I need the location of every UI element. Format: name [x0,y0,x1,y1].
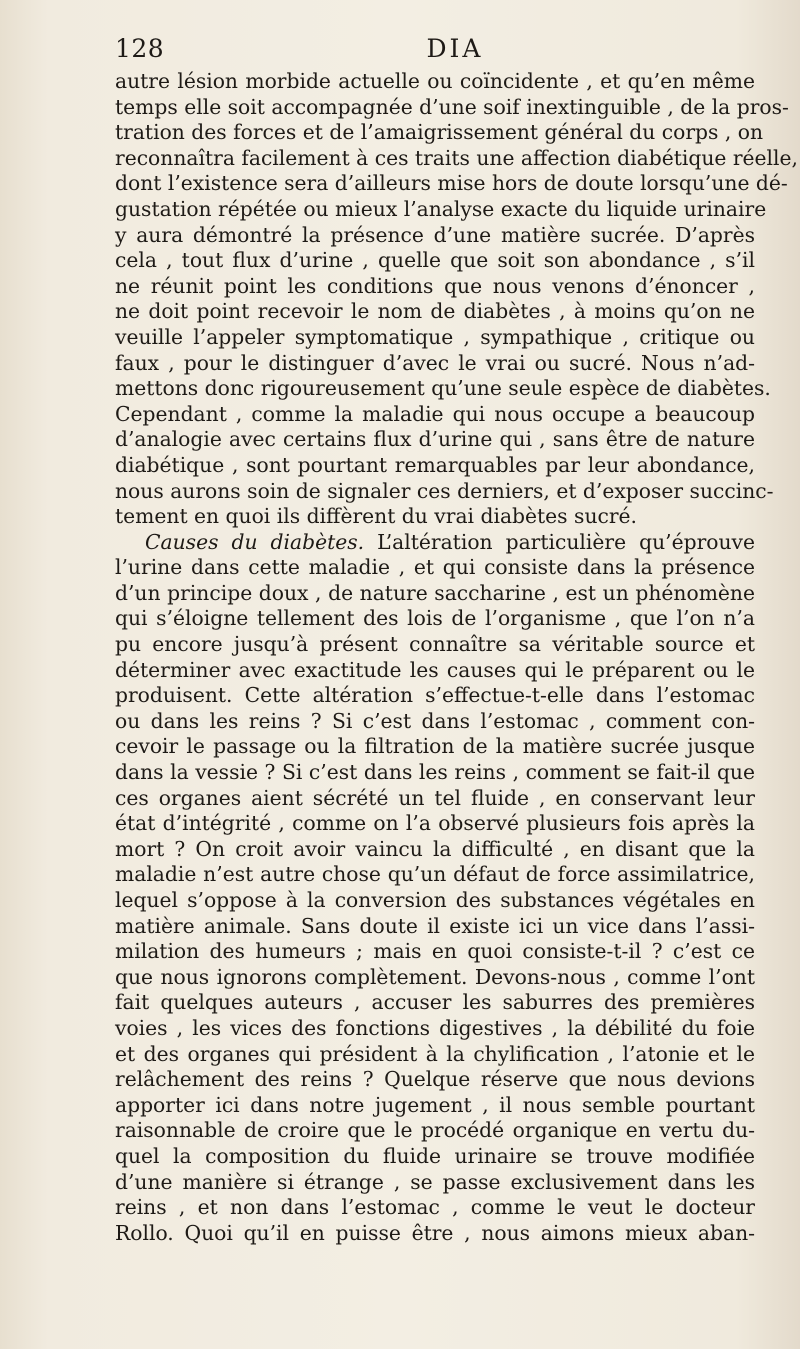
page-number: 128 [115,34,165,63]
text-line: temps elle soit accompagnée d’une soif inextinguible , de la pros- [115,94,789,119]
text-line: faux , pour le distinguer d’avec le vrai ou sucré. Nous n’ad- [115,350,755,375]
text-line: raisonnable de croire que le procédé organique en vertu du- [115,1118,755,1143]
text-line: cela , tout flux d’urine , quelle que soit son abondance , s’il [115,248,755,273]
text-line: fait quelques auteurs , accuser les saburres des premières [115,990,755,1015]
text-line: que nous ignorons complètement. Devons-nous , comme l’ont [115,964,755,989]
text-line: ces organes aient sécrété un tel fluide , en conservant leur [115,785,755,810]
text-line: tration des forces et de l’amaigrissement général du corps , on [115,120,764,145]
text-line: mettons donc rigoureusement qu’une seule espèce de diabètes. [115,376,771,401]
text-line: Cependant , comme la maladie qui nous occupe a beaucoup [115,401,755,426]
running-head: DIA [426,34,484,63]
paragraph-diabetes-definition [115,69,798,530]
text-line: quel la composition du fluide urinaire se trouve modifiée [115,1143,755,1168]
text-line: dont l’existence sera d’ailleurs mise hors de doute lorsqu’une dé- [115,171,788,196]
text-line: l’urine dans cette maladie , et qui consiste dans la présence [115,555,755,580]
text-line: maladie n’est autre chose qu’un défaut de force assimilatrice, [115,862,755,887]
text-line-rest: L’altération particulière qu’éprouve [364,529,755,554]
text-line: lequel s’oppose à la conversion des substances végétales en [115,888,755,912]
text-line: y aura démontré la présence d’une matière sucrée. D’après [115,222,755,247]
text-line: et des organes qui président à la chylification , l’atonie et le [115,1041,755,1066]
page-header [115,34,755,68]
body-text [115,69,798,1246]
text-line: pu encore jusqu’à présent connaître sa véritable source et [115,632,755,657]
text-line: d’une manière si étrange , se passe exclusivement dans les [115,1169,755,1194]
text-line: d’un principe doux , de nature saccharine , est un phénomène [115,580,755,605]
text-line: mort ? On croit avoir vaincu la difficulté , en disant que la [115,836,755,861]
text-line: cevoir le passage ou la filtration de la matière sucrée jusque [115,734,755,759]
text-line: produisent. Cette altération s’effectue-t-elle dans l’estomac [115,683,755,708]
paragraph-causes-du-diabetes [115,530,755,1247]
text-line: d’analogie avec certains flux d’urine qui , sans être de nature [115,427,755,452]
text-line: apporter ici dans notre jugement , il nous semble pourtant [115,1092,755,1117]
text-line: ou dans les reins ? Si c’est dans l’estomac , comment con- [115,708,755,733]
text-line: état d’intégrité , comme on l’a observé plusieurs fois après la [115,811,755,836]
text-line: qui s’éloigne tellement des lois de l’organisme , que l’on n’a [115,606,755,631]
text-line: matière animale. Sans doute il existe ici un vice dans l’assi- [115,913,755,938]
text-line: milation des humeurs ; mais en quoi consiste-t-il ? c’est ce [115,939,755,964]
section-heading-causes: Causes du diabètes. [145,529,365,554]
text-line: tement en quoi ils diffèrent du vrai diabètes sucré. [115,504,638,529]
text-line [115,530,755,556]
text-line: veuille l’appeler symptomatique , sympathique , critique ou [115,324,755,349]
text-line: gustation répétée ou mieux l’analyse exacte du liquide urinaire [115,196,767,221]
text-line: Rollo. Quoi qu’il en puisse être , nous aimons mieux aban- [115,1220,755,1245]
text-line: ne réunit point les conditions que nous venons d’énoncer , [115,273,755,298]
text-line: diabétique , sont pourtant remarquables par leur abondance, [115,452,755,477]
text-line: ne doit point recevoir le nom de diabètes , à moins qu’on ne [115,299,755,324]
text-line: reins , et non dans l’estomac , comme le veut le docteur [115,1195,755,1220]
text-line: relâchement des reins ? Quelque réserve que nous devions [115,1067,755,1092]
text-line: autre lésion morbide actuelle ou coïncidente , et qu’en même [115,69,755,93]
text-line: voies , les vices des fonctions digestives , la débilité du foie [115,1015,755,1040]
text-line: dans la vessie ? Si c’est dans les reins , comment se fait-il que [115,760,755,785]
text-line: nous aurons soin de signaler ces derniers, et d’exposer succinc- [115,478,774,503]
text-line: déterminer avec exactitude les causes qui le préparent ou le [115,657,755,682]
text-line: reconnaîtra facilement à ces traits une affection diabétique réelle, [115,145,798,170]
